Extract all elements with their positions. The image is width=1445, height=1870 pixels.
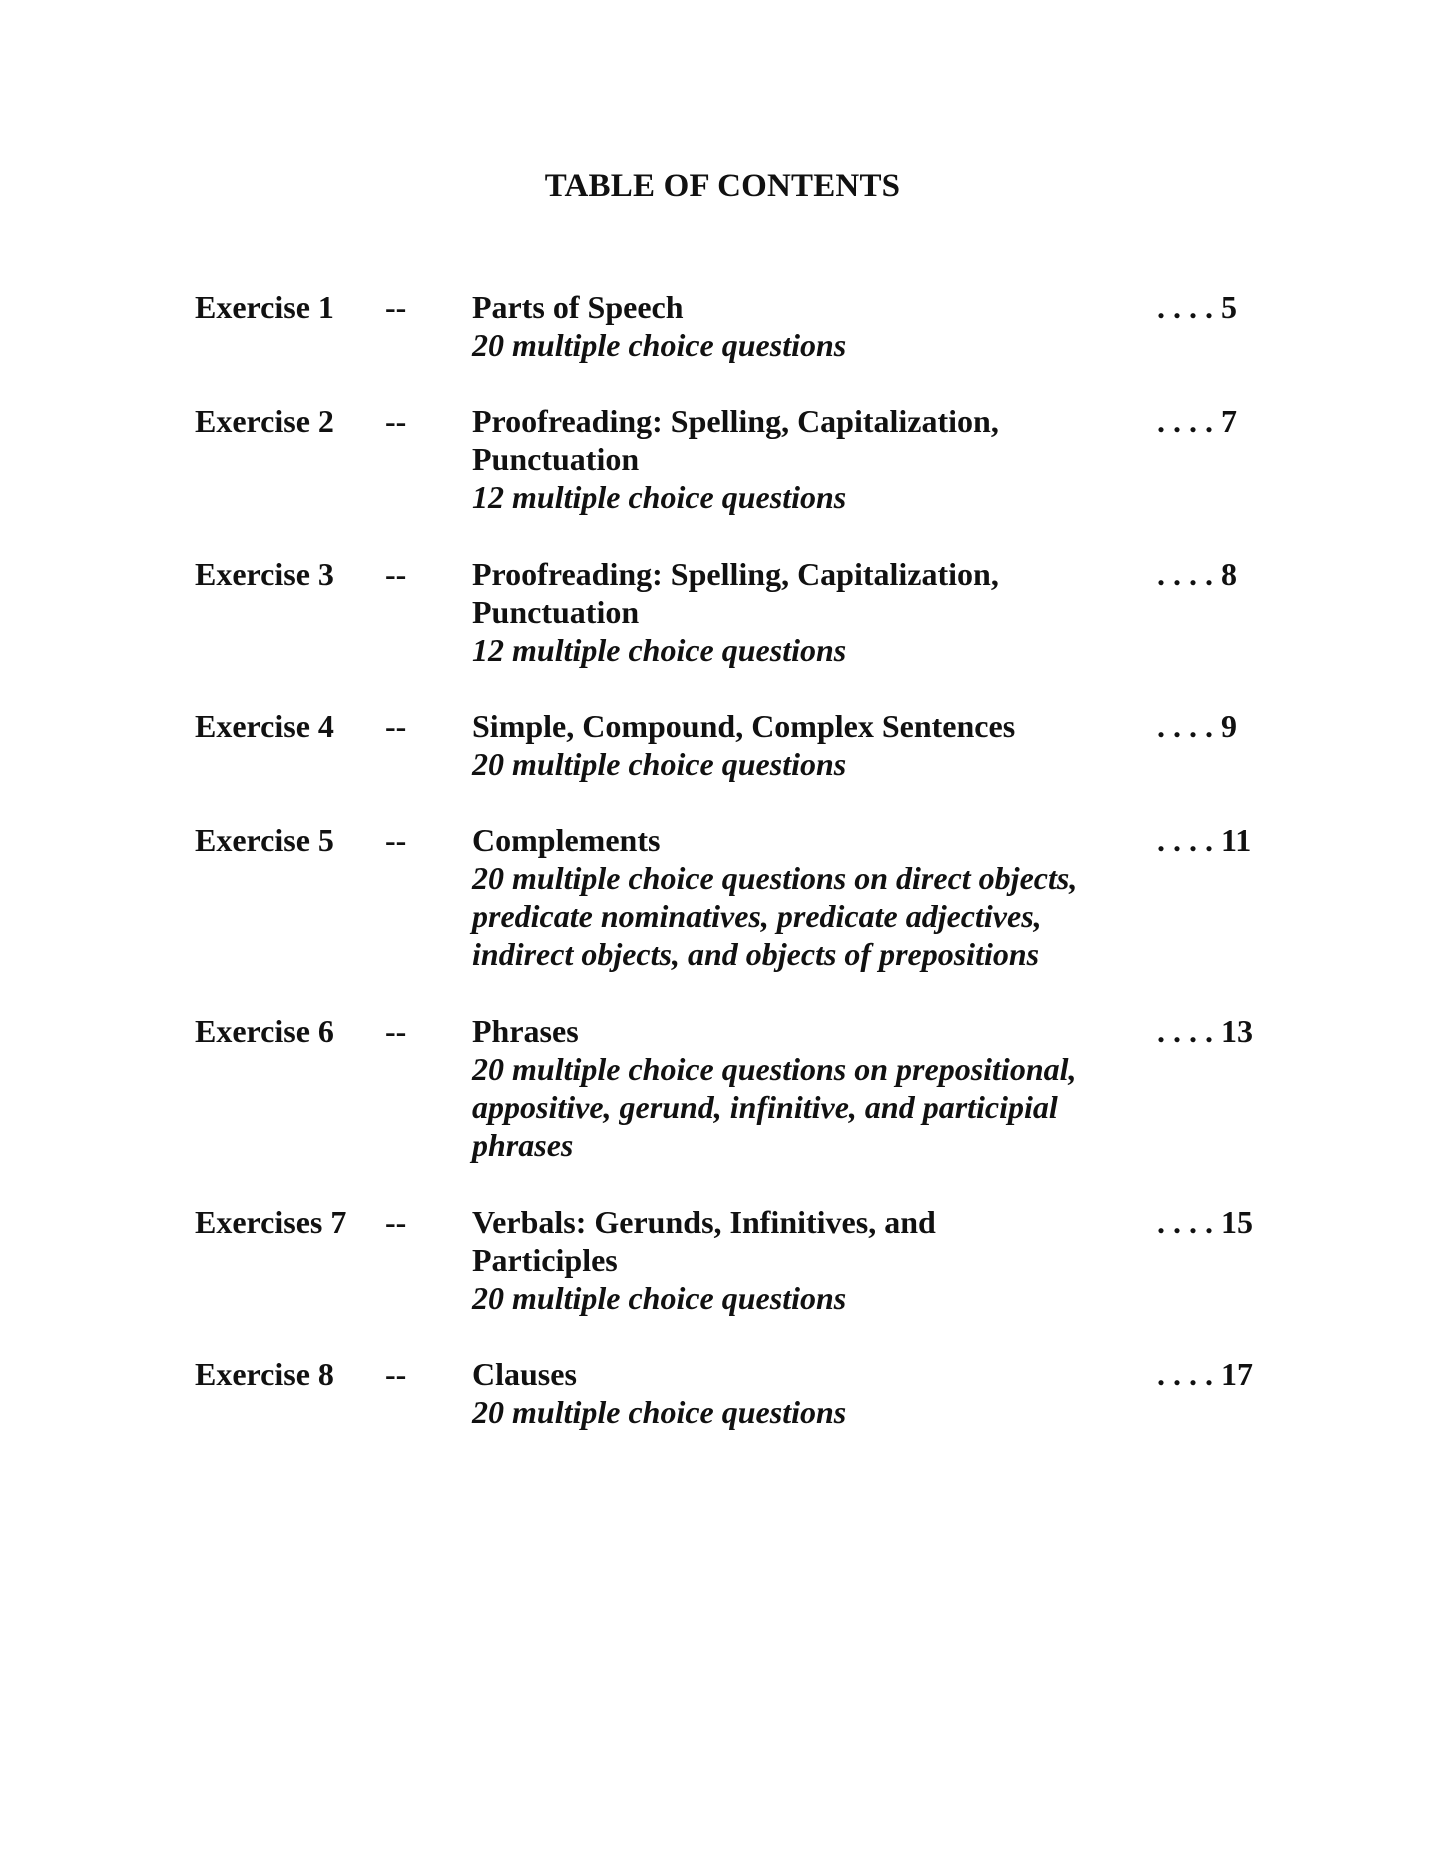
exercise-label: Exercise 3	[195, 556, 334, 592]
exercise-label: Exercise 5	[195, 822, 334, 858]
separator: --	[385, 1013, 407, 1049]
topic-description: 20 multiple choice questions on direct objects, predicate nominatives, predicate adjectives, indirect objects, and objects of prepositions	[472, 860, 1078, 972]
topic-description: 12 multiple choice questions	[472, 479, 847, 515]
separator: --	[385, 556, 407, 592]
exercise-label: Exercise 6	[195, 1013, 334, 1049]
topic-title: Proofreading: Spelling, Capitalization, Punctuation	[472, 403, 999, 477]
separator: --	[385, 822, 407, 858]
exercise-label: Exercise 1	[195, 289, 334, 325]
page-reference: . . . . 7	[1157, 403, 1237, 439]
exercise-label: Exercise 8	[195, 1356, 334, 1392]
page-reference: . . . . 13	[1157, 1013, 1253, 1049]
page-title: TABLE OF CONTENTS	[544, 168, 901, 204]
topic-description: 20 multiple choice questions	[472, 1280, 847, 1316]
separator: --	[385, 708, 407, 744]
topic-block	[472, 402, 1072, 516]
topic-block	[472, 707, 1112, 783]
separator: --	[385, 1356, 407, 1392]
topic-title: Phrases	[472, 1013, 579, 1049]
topic-block	[472, 1012, 1122, 1164]
topic-description: 20 multiple choice questions	[472, 327, 847, 363]
topic-block	[472, 1203, 1032, 1317]
separator: --	[385, 289, 407, 325]
topic-block	[472, 1355, 1112, 1431]
topic-title: Simple, Compound, Complex Sentences	[472, 708, 1016, 744]
page-reference: . . . . 15	[1157, 1204, 1253, 1240]
exercise-label: Exercise 2	[195, 403, 334, 439]
separator: --	[385, 403, 407, 439]
topic-description: 20 multiple choice questions on prepositional, appositive, gerund, infinitive, and participial phrases	[472, 1051, 1077, 1163]
page-reference: . . . . 8	[1157, 556, 1237, 592]
topic-title: Verbals: Gerunds, Infinitives, and Participles	[472, 1204, 936, 1278]
exercise-label: Exercise 4	[195, 708, 334, 744]
topic-description: 12 multiple choice questions	[472, 632, 847, 668]
topic-title: Parts of Speech	[472, 289, 684, 325]
page-reference: . . . . 11	[1157, 822, 1252, 858]
topic-title: Proofreading: Spelling, Capitalization, Punctuation	[472, 556, 999, 630]
topic-block	[472, 555, 1072, 669]
exercise-label: Exercises 7	[195, 1204, 347, 1240]
topic-description: 20 multiple choice questions	[472, 746, 847, 782]
page-reference: . . . . 17	[1157, 1356, 1253, 1392]
topic-block	[472, 288, 1112, 364]
page-reference: . . . . 9	[1157, 708, 1237, 744]
topic-title: Complements	[472, 822, 661, 858]
page-reference: . . . . 5	[1157, 289, 1237, 325]
topic-block	[472, 821, 1122, 973]
topic-description: 20 multiple choice questions	[472, 1394, 847, 1430]
topic-title: Clauses	[472, 1356, 577, 1392]
separator: --	[385, 1204, 407, 1240]
